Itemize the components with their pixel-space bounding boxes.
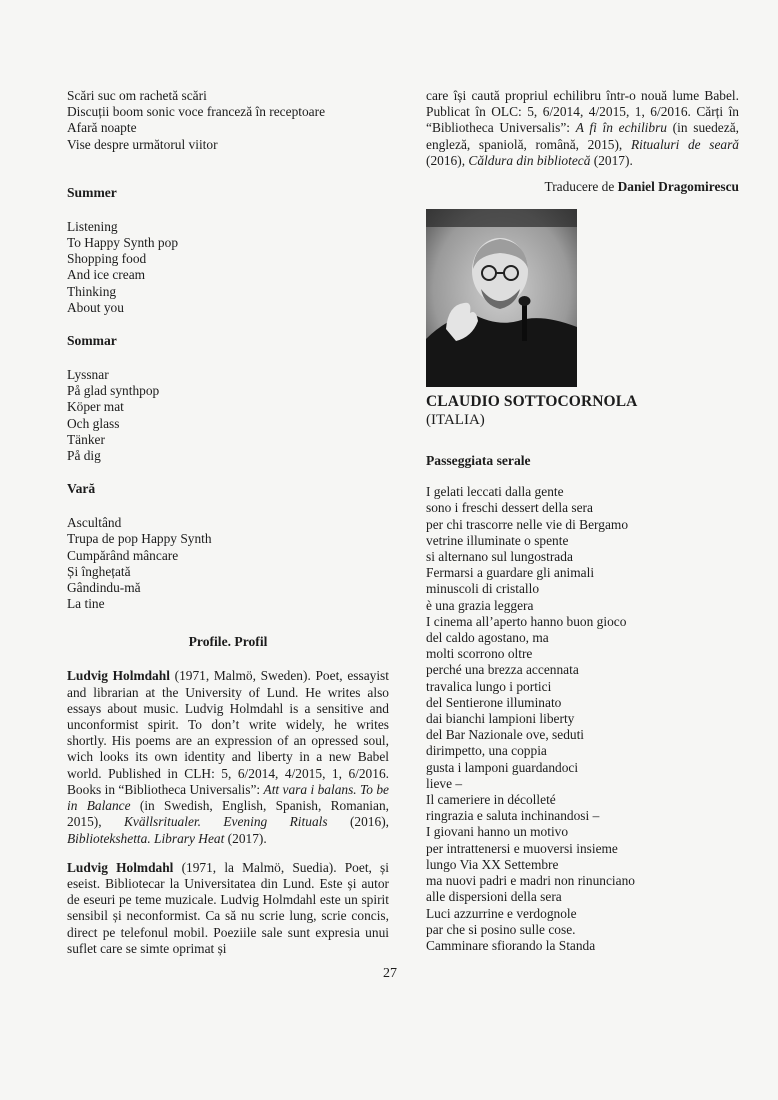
poem-line: Ascultând	[67, 515, 122, 531]
poem-line: del Sentierone illuminato	[426, 694, 562, 710]
author-photo	[426, 209, 577, 387]
poem-line: dirimpetto, una coppia	[426, 743, 547, 759]
poem-line: per chi trascorre nelle vie di Bergamo	[426, 516, 629, 532]
poem-line: è una grazia leggera	[426, 597, 534, 613]
poem-line: Cumpărând mâncare	[67, 547, 179, 563]
poem-title-summer: Summer	[67, 184, 117, 200]
poem-line: Vise despre următorul viitor	[67, 136, 218, 152]
profile-author-name: Ludvig Holmdahl	[67, 668, 170, 684]
intro-stanza	[67, 88, 389, 153]
profile-romanian: Ludvig Holmdahl (1971, la Malmö, Suedia). Poet, și eseist. Bibliotecar la Universitatea din Lund. Este și autor de eseuri pe teme muzicale. Ludvig Holmdahl este un spirit sensibil și neconformist. Ca să nu scrie lung, scrie concis, direct pe telefonul mobil. Poeziile sale sunt expresia unui suflet care se simte oprimat și	[67, 859, 389, 956]
poem-line: si alternano sul lungostrada	[426, 549, 573, 565]
poem-line: Köper mat	[67, 399, 124, 415]
poem-line: Discuții boom sonic voce franceză în receptoare	[67, 104, 326, 120]
poem-line: Luci azzurrine e verdognole	[426, 905, 577, 921]
poem-passeggiata	[426, 484, 739, 954]
poem-line: På glad synthpop	[67, 383, 160, 399]
poem-line: par che si posino sulle cose.	[426, 921, 576, 937]
poem-line: Camminare sfiorando la Standa	[426, 937, 596, 953]
poem-title-passeggiata: Passeggiata serale	[426, 453, 531, 469]
book-title: Căldura din bibliotecă	[468, 152, 591, 168]
poem-title-vara: Vară	[67, 481, 96, 497]
poem-line: alle dispersioni della sera	[426, 889, 562, 905]
poem-line: vetrine illuminate o spente	[426, 532, 569, 548]
profile-author-name: Ludvig Holmdahl	[67, 859, 174, 875]
book-title: A fi în echilibru	[575, 120, 667, 136]
poem-line: dai bianchi lampioni liberty	[426, 711, 575, 727]
book-title: Ritualuri de seară	[630, 136, 740, 152]
poem-line: To Happy Synth pop	[67, 235, 179, 251]
poem-sommar	[67, 367, 389, 464]
poem-line: del caldo agostano, ma	[426, 630, 549, 646]
poem-line: Tänker	[67, 431, 105, 447]
poem-line: Lyssnar	[67, 367, 109, 383]
page-number: 27	[383, 966, 397, 981]
poem-line: Gândindu-mă	[67, 580, 141, 596]
poem-line: gusta i lamponi guardandoci	[426, 759, 579, 775]
poem-summer	[67, 219, 389, 316]
poem-line: Shopping food	[67, 251, 147, 267]
book-title: Bibliotekshetta. Library Heat	[67, 830, 225, 846]
poem-line: lieve –	[426, 775, 463, 791]
poem-line: lungo Via XX Settembre	[426, 856, 559, 872]
translation-credit: Traducere de Daniel Dragomirescu	[544, 179, 739, 195]
poem-line: I gelati leccati dalla gente	[426, 484, 564, 500]
poem-line: minuscoli di cristallo	[426, 581, 540, 597]
poem-line: Listening	[67, 218, 118, 234]
left-column	[67, 88, 389, 957]
poem-line: molti scorrono oltre	[426, 646, 533, 662]
poem-line: ma nuovi padri e madri non rinunciano	[426, 873, 635, 889]
right-column	[426, 88, 739, 954]
poem-line: I cinema all’aperto hanno buon gioco	[426, 613, 627, 629]
translator-name: Daniel Dragomirescu	[617, 179, 739, 195]
poem-vara	[67, 515, 389, 612]
poem-line: Trupa de pop Happy Synth	[67, 531, 212, 547]
profile-romanian-continued: care își caută propriul echilibru într-o nouă lume Babel. Publicat în OLC: 5, 6/2014, 4/2015, 1, 6/2016. Cărți în “Bibliotheca Universalis”: A fi în echilibru (in suedeză, engleză, spaniolă, română, 2015), Ritualuri de seară (2016), Căldura din bibliotecă (2017).	[426, 88, 740, 168]
poem-line: And ice cream	[67, 267, 146, 283]
poem-line: travalica lungo i portici	[426, 678, 552, 694]
poem-line: Scări suc om rachetă scări	[67, 88, 207, 103]
poem-line: Și înghețată	[67, 563, 131, 579]
poem-line: ringrazia e saluta inchinandosi –	[426, 808, 600, 824]
poem-line: Thinking	[67, 283, 117, 299]
profile-english: Ludvig Holmdahl (1971, Malmö, Sweden). Poet, essayist and librarian at the University of Lund. He writes also essays about music. Ludvig Holmdahl is a sensitive and unconformist spirit. To don’t write widely, he writes shortly. His poems are an expression of an opressed soul, wich looks its own identity and liberty in a new Babel world. Published in CLH: 5, 6/2014, 4/2015, 1, 6/2016. Books in “Bibliotheca Universalis”: Att vara i balans. To be in Balance (in Swedish, English, Spanish, Romanian, 2015), Kvällsritualer. Evening Rituals (2016), Bibliotekshetta. Library Heat (2017).	[67, 668, 390, 846]
book-title: Kvällsritualer. Evening Rituals	[123, 814, 328, 830]
poem-line: I giovani hanno un motivo	[426, 824, 569, 840]
poem-line: del Bar Nazionale ove, seduti	[426, 727, 585, 743]
poem-line: sono i freschi dessert della sera	[426, 500, 593, 516]
poem-line: per intrattenersi e muoversi insieme	[426, 840, 618, 856]
poem-line: Och glass	[67, 415, 120, 431]
poem-line: På dig	[67, 448, 101, 464]
author-country: (ITALIA)	[426, 412, 485, 429]
poem-line: Afară noapte	[67, 120, 137, 136]
poem-line: La tine	[67, 596, 105, 612]
poem-line: About you	[67, 299, 124, 315]
profile-heading: Profile. Profil	[188, 634, 268, 650]
poem-title-sommar: Sommar	[67, 333, 117, 349]
poem-line: perché una brezza accennata	[426, 662, 579, 678]
book-title: Att vara i balans. To be in Balance	[67, 781, 389, 814]
poem-line: Fermarsi a guardare gli animali	[426, 565, 595, 581]
poem-line: Il cameriere in décolleté	[426, 792, 556, 808]
author-name: CLAUDIO SOTTOCORNOLA	[426, 393, 638, 411]
